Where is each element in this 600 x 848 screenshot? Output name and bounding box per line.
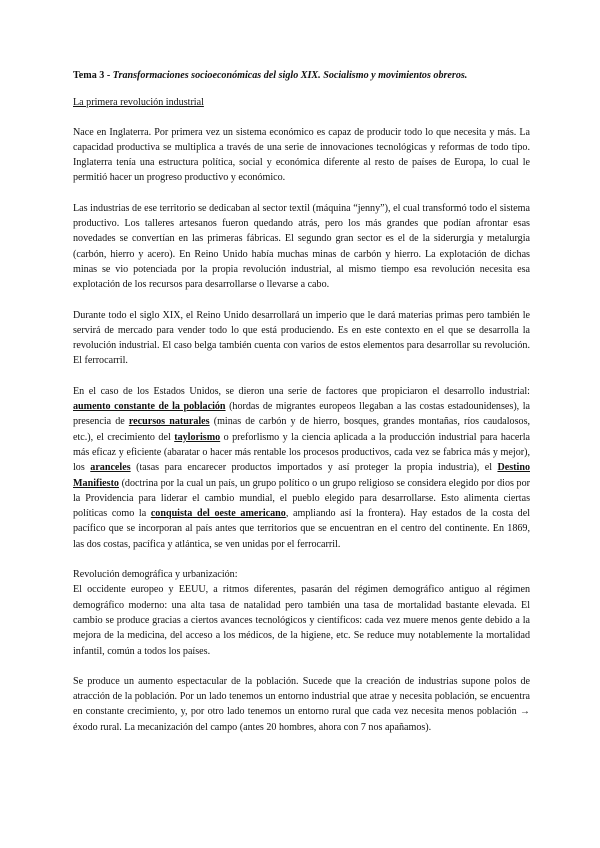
p4-text-3: (minas de carbón y de hierro, bosques, grandes montañas, ríos caudalosos, etc.), el crecimiento del	[73, 416, 531, 443]
paragraph-1: Nace en Inglaterra. Por primera vez un sistema económico es capaz de producir todo lo que necesita y más. La capacidad productiva se multiplica a través de una serie de innovaciones tecnológicas y reformas de todo tipo. Inglaterra tenía una estructura política, social y económica diferente al resto de países de Europa, lo cual le permitió hacer un progreso productivo y económico.	[73, 126, 530, 184]
paragraph-3: Durante todo el siglo XIX, el Reino Unido desarrollará un imperio que le dará materias primas pero también le servirá de mercado para vender todo lo que está produciendo. Es en este contexto en el que se desarrolla la revolución industrial. El caso belga también cuenta con varios de estos elementos para desarrollar su revolución. El ferrocarril.	[73, 309, 530, 367]
p4-bold-manifest-destiny: Destino Manifiesto	[73, 462, 530, 489]
document-title	[73, 68, 530, 83]
p4-text-2: (hordas de migrantes europeos llegaban a las costas estadounidenses), la presencia de	[73, 401, 530, 428]
title-main: Transformaciones socioeconómicas del siglo XIX. Socialismo y movimientos obreros.	[112, 70, 468, 81]
section-heading-industrial-revolution: La primera revolución industrial	[73, 97, 204, 109]
section-heading-demographic-revolution: Revolución demográfica y urbanización:	[73, 569, 238, 581]
p4-text-5: (tasas para encarecer productos importados y así proteger la propia industria), el	[130, 462, 498, 474]
paragraph-6: Se produce un aumento espectacular de la población. Sucede que la creación de industrias supone polos de atracción de la población. Por un lado tenemos un entorno industrial que atrae y necesita población, se encuentra en constante crecimiento, y, por otro lado tenemos un entorno rural que cada vez necesita menos población → éxodo rural. La mecanización del campo (antes 20 hombres, ahora con 7 nos apañamos).	[73, 675, 530, 733]
p4-bold-taylorism: taylorismo	[174, 431, 221, 443]
p4-text-1: En el caso de los Estados Unidos, se dieron una serie de factores que propiciaron el desarrollo industrial:	[73, 385, 530, 397]
paragraph-2: Las industrias de ese territorio se dedicaban al sector textil (máquina “jenny”), el cual transformó todo el sistema productivo. Los talleres artesanos fueron quedando atrás, pero los más grandes que podían afrontar esas novedades se convertían en las primeras fábricas. El segundo gran sector es el de la siderurgia y metalurgia (carbón, hierro y acero). En Reino Unido había muchas minas de carbón y hierro. La explotación de dichas minas se vio potenciada por la propia revolución industrial, al mismo tiempo esa revolución necesita esa explotación de los recursos para desarrollarse o llevarse a cabo.	[73, 202, 530, 291]
p4-text-7: , ampliando así la frontera). Hay estados de la costa del pacífico que se incorporan al país antes que territorios que se encuentran en el centro del continente. En 1869, las dos costas, pacífica y atlántica, se ven unidas por el ferrocarril.	[73, 508, 531, 550]
p4-bold-resources: recursos naturales	[128, 416, 210, 428]
paragraph-5: El occidente europeo y EEUU, a ritmos diferentes, pasarán del régimen demográfico antiguo al régimen demográfico moderno: una alta tasa de natalidad pero también una tasa de mortalidad bastante elevada. El cambio se produce gracias a ciertos avances tecnológicos y científicos: cada vez muere menos gente debido a la mejora de la medicina, del acceso a los médicos, de la higiene, etc. Se reduce muy notablemente la mortalidad infantil, común a todos los países.	[73, 584, 530, 657]
p4-bold-tariffs: aranceles	[90, 462, 131, 474]
paragraph-4	[73, 384, 530, 552]
p4-bold-population: aumento constante de la población	[73, 401, 226, 413]
p4-text-4: o preforlismo y la ciencia aplicada a la producción industrial para hacerla más eficaz y eficiente (abaratar o hacer más rentable los procesos productivos, cada vez se fabrica más y mejor), los	[73, 431, 530, 474]
title-prefix: Tema 3 -	[73, 70, 113, 81]
p4-text-6: (doctrina por la cual un país, un grupo político o un grupo religioso se considera elegido por dios por la Providencia para liderar el cambio mundial, el pueblo elegido para desarrollarse. Esto alimenta ciertas políticas como la	[73, 477, 530, 520]
p4-bold-west-conquest: conquista del oeste americano	[150, 508, 286, 520]
